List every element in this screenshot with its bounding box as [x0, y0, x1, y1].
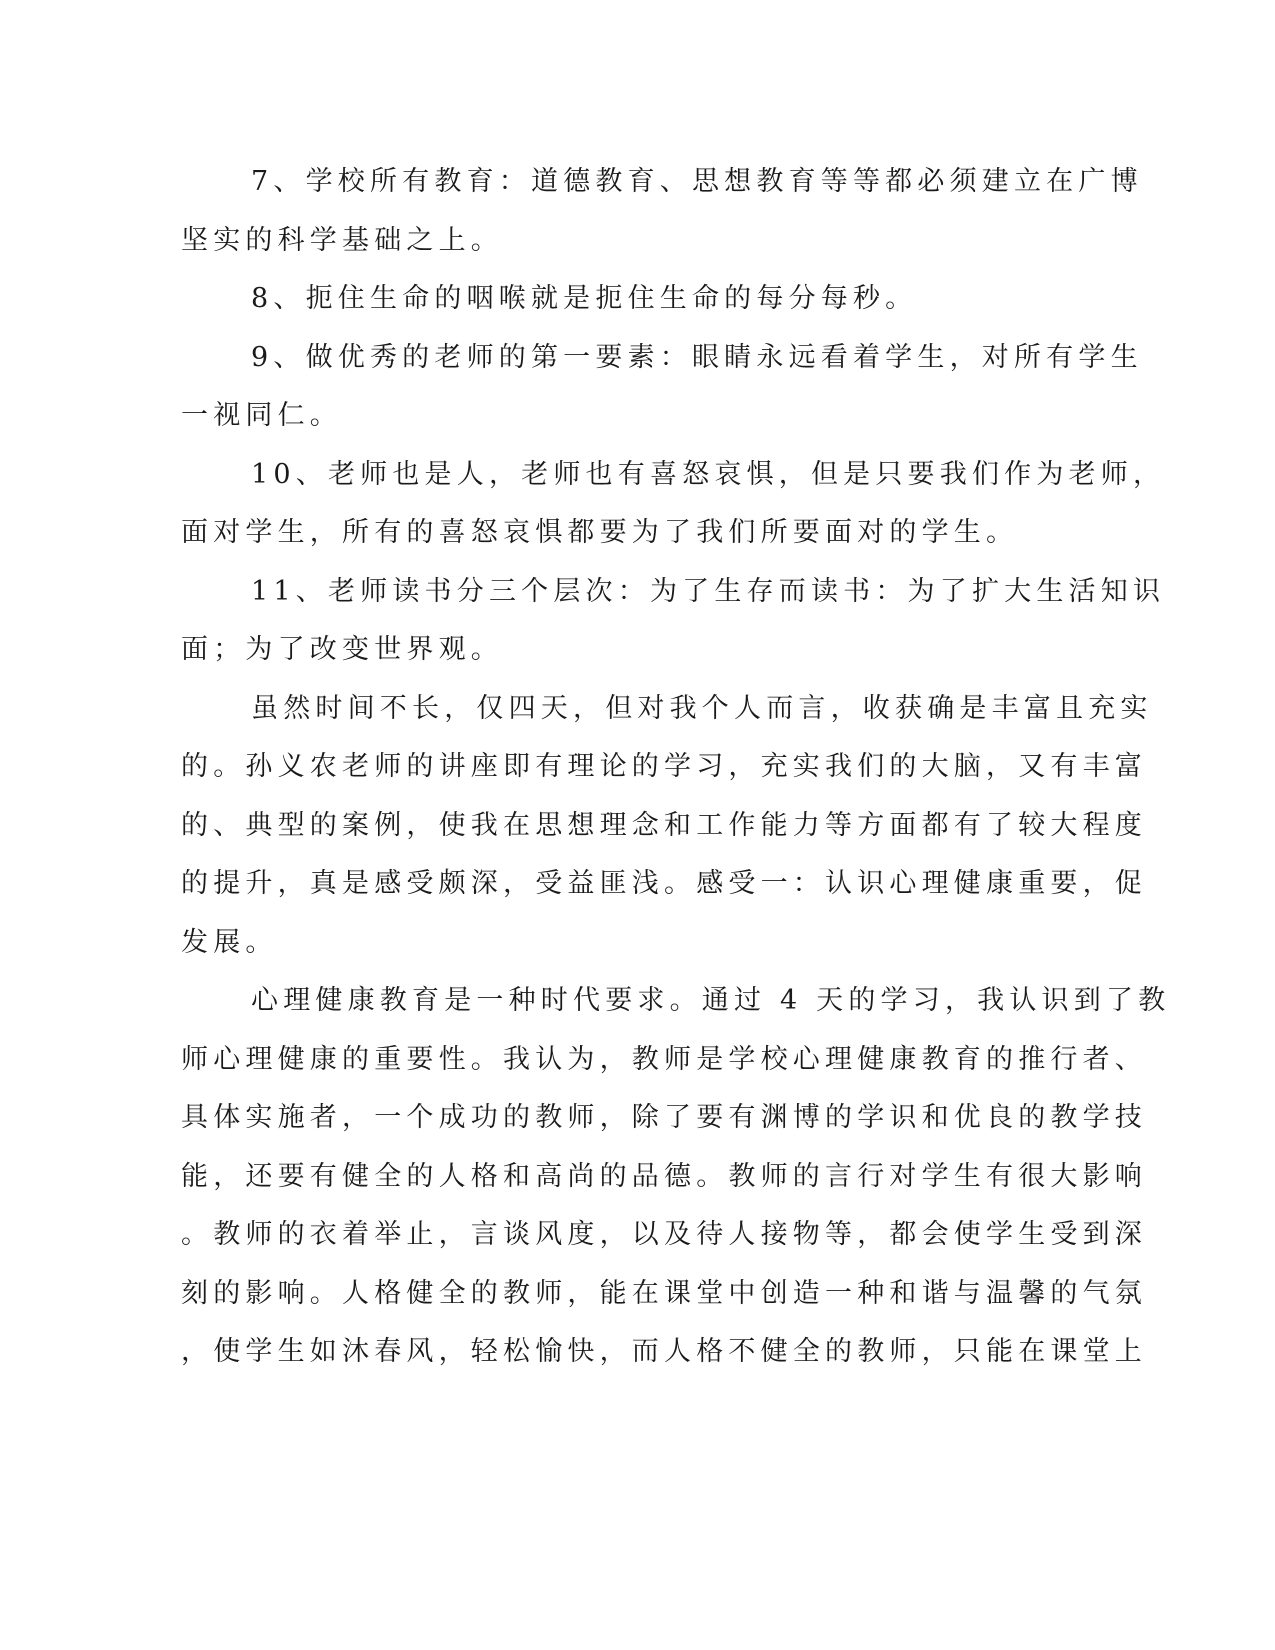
text-line: 刻的影响。人格健全的教师，能在课堂中创造一种和谐与温馨的气氛 — [181, 1277, 1147, 1309]
text-line: 一视同仁。 — [181, 400, 342, 431]
text-line: 具体实施者，一个成功的教师，除了要有渊博的学识和优良的教学技 — [181, 1102, 1147, 1133]
text-line: 的提升，真是感受颇深，受益匪浅。感受一：认识心理健康重要，促 — [181, 868, 1147, 899]
text-line: 坚实的科学基础之上。 — [181, 224, 503, 256]
text-line: 的、典型的案例，使我在思想理念和工作能力等方面都有了较大程度 — [181, 809, 1147, 841]
text-line: 的。孙义农老师的讲座即有理论的学习，充实我们的大脑，又有丰富 — [181, 751, 1147, 782]
text-line: 。教师的衣着举止，言谈风度，以及待人接物等，都会使学生受到深 — [181, 1219, 1147, 1250]
text-line: 面；为了改变世界观。 — [181, 634, 503, 665]
text-line: 8、扼住生命的咽喉就是扼住生命的每分每秒。 — [251, 283, 918, 314]
text-line: 师心理健康的重要性。我认为，教师是学校心理健康教育的推行者、 — [181, 1043, 1147, 1075]
text-line: 11、老师读书分三个层次：为了生存而读书：为了扩大生活知识 — [251, 575, 1166, 607]
text-line: 面对学生，所有的喜怒哀惧都要为了我们所要面对的学生。 — [181, 517, 1019, 548]
document-body — [181, 153, 1171, 1382]
text-line: 7、学校所有教育：道德教育、思想教育等等都必须建立在广博 — [251, 166, 1143, 197]
text-line: 能，还要有健全的人格和高尚的品德。教师的言行对学生有很大影响 — [181, 1160, 1147, 1192]
text-line: 心理健康教育是一种时代要求。通过 4 天的学习，我认识到了教 — [251, 985, 1171, 1016]
text-line: ，使学生如沐春风，轻松愉快，而人格不健全的教师，只能在课堂上 — [181, 1336, 1147, 1367]
text-line: 10、老师也是人，老师也有喜怒哀惧，但是只要我们作为老师， — [251, 458, 1166, 490]
text-line: 9、做优秀的老师的第一要素：眼睛永远看着学生，对所有学生 — [251, 341, 1143, 373]
text-line: 虽然时间不长，仅四天，但对我个人而言，收获确是丰富且充实 — [251, 692, 1153, 724]
text-line: 发展。 — [181, 926, 278, 958]
